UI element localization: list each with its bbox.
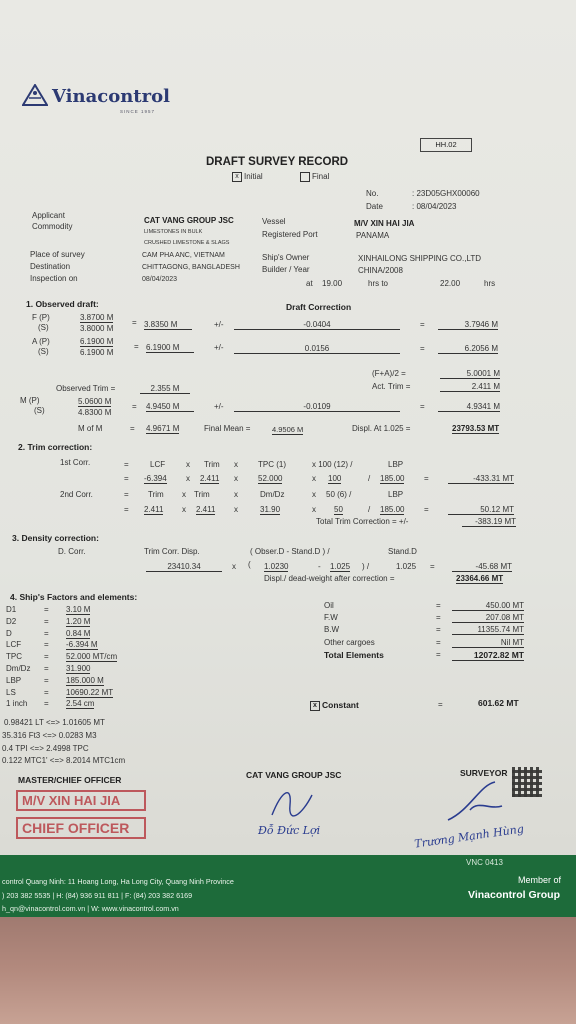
applicant-label: Applicant — [32, 211, 65, 220]
fs-value: 3.8000 M — [80, 324, 114, 333]
master-label: MASTER/CHIEF OFFICER — [18, 775, 122, 785]
trim-label: Trim — [148, 490, 164, 499]
times: x — [186, 474, 190, 483]
eq: = — [420, 344, 425, 353]
element-value: Nil MT — [452, 638, 524, 648]
conversion-line: 0.4 TPI <=> 2.4998 TPC — [2, 744, 89, 753]
times: x — [234, 474, 238, 483]
dcorr-label: D. Corr. — [58, 547, 86, 556]
eq: = — [420, 402, 425, 411]
eq: = — [430, 562, 435, 571]
trim-corr-disp-value: 23410.34 — [146, 562, 222, 572]
eq: = — [130, 424, 135, 433]
factor-label: LS — [6, 687, 16, 697]
eq: = — [44, 640, 49, 650]
eq: = — [44, 675, 49, 685]
factor-label: LCF — [6, 640, 22, 650]
hrs-to-label: hrs to — [368, 279, 389, 288]
element-value: 11355.74 MT — [452, 625, 524, 635]
factor-value: 0.84 M — [66, 628, 91, 638]
element-label: Total Elements — [324, 650, 384, 660]
paren: ) / — [362, 562, 370, 571]
mp-value: 5.0600 M — [78, 397, 112, 406]
element-label: Other cargoes — [324, 638, 375, 647]
to-value: 22.00 — [440, 279, 461, 288]
ap-label: A (P) — [32, 337, 50, 346]
element-value: 207.08 MT — [452, 613, 524, 623]
trim-value: 2.411 — [144, 505, 164, 514]
place-value: CAM PHA ANC, VIETNAM — [142, 252, 225, 259]
element-value: 450.00 MT — [452, 601, 524, 611]
factor-label: 1 inch — [6, 699, 28, 709]
inspection-value: 08/04/2023 — [142, 276, 178, 283]
trim-corr-disp-label: Trim Corr. Disp. — [144, 547, 200, 556]
constant-label: Constant — [322, 700, 359, 710]
eq: = — [44, 628, 49, 638]
owner-value: XINHAILONG SHIPPING CO.,LTD — [358, 254, 481, 263]
element-label: F.W — [324, 613, 338, 622]
m-mean: 4.9450 M — [146, 402, 194, 412]
first-corr-result: -433.31 MT — [448, 474, 514, 484]
footer-phone: ) 203 382 5535 | H: (84) 936 911 811 | F: (84) 203 382 6169 — [2, 891, 193, 900]
standard-density: 1.025 — [330, 562, 351, 571]
fp-value: 3.8700 M — [80, 313, 114, 322]
lbp-value: 185.00 — [380, 474, 405, 483]
form-code: HH.02 — [420, 138, 472, 152]
eq: = — [436, 601, 441, 610]
ms-value: 4.8300 M — [78, 408, 112, 417]
times: x — [232, 562, 236, 571]
eq: = — [420, 320, 425, 329]
at-label: at — [306, 279, 313, 288]
factor-value: 3.10 M — [66, 605, 91, 614]
footer-email: h_qn@vinacontrol.com.vn | W: www.vinacontrol.com.vn — [2, 904, 179, 913]
commodity-line-1: LIMESTONES IN BULK — [144, 229, 203, 235]
lcf-value: -6.394 — [144, 474, 167, 483]
company-signature-icon — [262, 785, 322, 821]
as-label: (S) — [38, 347, 49, 356]
surveyor-signature-icon — [440, 780, 510, 826]
conversion-line: 0.122 MTC1' <=> 8.2014 MTC1cm — [2, 756, 126, 765]
minus: - — [318, 562, 321, 571]
total-trim-label: Total Trim Correction = +/- — [316, 517, 409, 526]
factor-value: -6.394 M — [66, 640, 98, 650]
eq: = — [438, 700, 443, 709]
lbp-label: LBP — [388, 490, 404, 499]
as-value: 6.1900 M — [80, 348, 114, 357]
final-mean-label: Final Mean = — [204, 424, 251, 433]
factor-label: LBP — [6, 675, 22, 685]
after-correction-label: Displ./ dead-weight after correction = — [264, 574, 395, 583]
eq: = — [44, 616, 49, 626]
tpc-label: TPC (1) — [258, 460, 286, 469]
m-correction: -0.0109 — [234, 402, 400, 412]
divide: / — [368, 505, 371, 514]
m-result: 4.9341 M — [438, 402, 500, 412]
eq: = — [424, 505, 429, 514]
no-value: : 23D05GHX00060 — [412, 189, 480, 198]
element-label: Oil — [324, 601, 334, 610]
ms-label: (S) — [34, 406, 45, 415]
eq: = — [436, 613, 441, 622]
vnc-code: VNC 0413 — [466, 858, 503, 867]
displ-label: Displ. At 1.025 = — [352, 424, 411, 433]
times: x — [234, 505, 238, 514]
times: x — [312, 490, 316, 499]
factor-label: Dm/Dz — [6, 664, 31, 673]
fa2-label: (F+A)/2 = — [372, 369, 406, 378]
qr-code-icon — [512, 767, 542, 797]
factor-label: x 100 (12) / — [312, 460, 353, 469]
factor-value: 31.900 — [66, 664, 91, 673]
destination-label: Destination — [30, 262, 71, 271]
dmdz-value: 31.90 — [260, 505, 281, 514]
factor-value: 10690.22 MT — [66, 687, 114, 697]
trim-label: Trim — [194, 490, 210, 499]
divide: / — [368, 474, 371, 483]
times: x — [312, 474, 316, 483]
eq: = — [44, 605, 49, 614]
eq: = — [436, 638, 441, 647]
a-result: 6.2056 M — [438, 344, 498, 354]
factor-label: D1 — [6, 605, 17, 614]
factor-value: 52.000 MT/cm — [66, 652, 118, 662]
element-label: B.W — [324, 625, 340, 634]
registered-port-label: Registered Port — [262, 230, 318, 239]
density-heading: 3. Density correction: — [12, 533, 99, 543]
times: x — [182, 505, 186, 514]
inspection-label: Inspection on — [30, 274, 78, 283]
factor-value: 1.20 M — [66, 616, 91, 626]
date-label: Date — [366, 202, 383, 211]
trim-label: Trim — [204, 460, 220, 469]
f-correction: -0.0404 — [234, 320, 400, 330]
stand-label: Stand.D — [388, 547, 417, 556]
builder-value: CHINA/2008 — [358, 266, 403, 275]
background-surface — [0, 917, 576, 1024]
eq: = — [124, 460, 129, 469]
eq: = — [44, 699, 49, 709]
factor-label: D — [6, 628, 12, 638]
owner-label: Ship's Owner — [262, 253, 310, 262]
hrs-label: hrs — [484, 279, 496, 288]
commodity-line-2: CRUSHED LIMESTONE & SLAGS — [144, 240, 230, 246]
eq: = — [124, 490, 129, 499]
no-label: No. — [366, 189, 379, 198]
times: x — [186, 460, 190, 469]
displ-value: 23793.53 MT — [452, 424, 500, 433]
lbp-value: 185.00 — [380, 505, 405, 514]
standard-density-divisor: 1.025 — [396, 562, 417, 571]
builder-label: Builder / Year — [262, 265, 310, 274]
times: x — [182, 490, 186, 499]
element-value: 12072.82 MT — [452, 650, 524, 661]
times: x — [234, 460, 238, 469]
footer-member: Member of — [518, 875, 562, 885]
eq: = — [424, 474, 429, 483]
page-title: DRAFT SURVEY RECORD — [206, 156, 349, 168]
initial-option: x Initial — [232, 172, 263, 182]
observed-trim-label: Observed Trim = — [56, 384, 116, 393]
vinacontrol-logo-icon — [22, 84, 48, 106]
company-label: CAT VANG GROUP JSC — [246, 770, 342, 780]
surveyor-signer-name: Trương Mạnh Hùng — [413, 822, 525, 851]
place-label: Place of survey — [30, 250, 85, 259]
fa2-value: 5.0001 M — [440, 369, 500, 379]
ap-value: 6.1900 M — [80, 337, 114, 346]
after-correction-value: 23364.66 MT — [456, 574, 504, 583]
trim-value: 2.411 — [200, 474, 220, 483]
mom-label: M of M — [78, 424, 103, 433]
constant-row — [310, 700, 359, 711]
brand-name: Vinacontrol — [52, 86, 170, 107]
initial-checkbox: x — [232, 172, 242, 182]
mp-label: M (P) — [20, 396, 40, 405]
final-mean-value: 4.9506 M — [272, 425, 304, 434]
observed-density: 1.0230 — [264, 562, 289, 571]
obser-label: ( Obser.D - Stand.D ) / — [250, 547, 330, 556]
footer-group: Vinacontrol Group — [468, 889, 560, 901]
plus-minus: +/- — [214, 320, 224, 329]
company-signer-name: Đỗ Đức Lợi — [258, 824, 321, 837]
eq: = — [44, 652, 49, 662]
vessel-label: Vessel — [262, 217, 286, 226]
eq: = — [44, 687, 49, 697]
at-value: 19.00 — [322, 279, 343, 288]
trim-value: 2.411 — [196, 505, 216, 514]
eq: = — [132, 402, 137, 411]
eq: = — [44, 664, 49, 673]
observed-heading: 1. Observed draft: — [26, 299, 99, 309]
paren: ( — [248, 560, 251, 569]
draft-correction-heading: Draft Correction — [286, 302, 352, 312]
plus-minus: +/- — [214, 343, 224, 352]
conversion-line: 0.98421 LT <=> 1.01605 MT — [4, 718, 105, 727]
total-trim-value: -383.19 MT — [462, 517, 516, 527]
first-corr-label: 1st Corr. — [60, 458, 91, 467]
trim-heading: 2. Trim correction: — [18, 442, 93, 452]
plus-minus: +/- — [214, 402, 224, 411]
factor-value: 100 — [328, 474, 342, 483]
registered-port-value: PANAMA — [356, 231, 390, 240]
act-trim-value: 2.411 M — [440, 382, 500, 392]
factor-value: 2.54 cm — [66, 699, 95, 709]
fp-label: F (P) — [32, 313, 50, 322]
factors-heading: 4. Ship's Factors and elements: — [10, 592, 138, 602]
commodity-label: Commodity — [32, 222, 73, 231]
factor-label: 50 (6) / — [326, 490, 352, 499]
lbp-label: LBP — [388, 460, 404, 469]
factor-label: TPC — [6, 652, 22, 662]
eq: = — [132, 318, 137, 327]
f-result: 3.7946 M — [438, 320, 498, 330]
final-checkbox — [300, 172, 310, 182]
times: x — [312, 505, 316, 514]
brand-since: SINCE 1957 — [120, 109, 156, 114]
surveyor-label: SURVEYOR — [460, 768, 508, 778]
lcf-label: LCF — [150, 460, 166, 469]
vessel-value: M/V XIN HAI JIA — [354, 219, 415, 228]
conversion-line: 35.316 Ft3 <=> 0.0283 M3 — [2, 731, 97, 740]
fs-label: (S) — [38, 323, 49, 332]
tpc-value: 52.000 — [258, 474, 283, 483]
eq: = — [124, 505, 129, 514]
footer-address: control Quang Ninh: 11 Hoang Long, Ha Long City, Quang Ninh Province — [2, 877, 234, 886]
f-mean: 3.8350 M — [144, 320, 192, 330]
ship-stamp: M/V XIN HAI JIA CHIEF OFFICER — [16, 790, 146, 842]
dmdz-label: Dm/Dz — [260, 490, 285, 499]
density-result: -45.68 MT — [452, 562, 512, 572]
eq: = — [436, 625, 441, 634]
a-correction: 0.0156 — [234, 344, 400, 354]
a-mean: 6.1900 M — [146, 343, 194, 353]
eq: = — [124, 474, 129, 483]
mom-value: 4.9671 M — [146, 424, 180, 433]
constant-checkbox: x — [310, 701, 320, 711]
act-trim-label: Act. Trim = — [372, 382, 411, 391]
observed-trim-value: 2.355 M — [140, 384, 190, 394]
destination-value: CHITTAGONG, BANGLADESH — [142, 264, 240, 271]
applicant-value: CAT VANG GROUP JSC — [144, 216, 234, 225]
factor-value: 50 — [334, 505, 343, 514]
date-value: : 08/04/2023 — [412, 202, 457, 211]
constant-value: 601.62 MT — [478, 698, 519, 708]
eq: = — [134, 342, 139, 351]
final-option: Final — [300, 172, 329, 182]
factor-value: 185.000 M — [66, 675, 104, 685]
second-corr-result: 50.12 MT — [448, 505, 514, 515]
eq: = — [436, 650, 441, 659]
times: x — [234, 490, 238, 499]
second-corr-label: 2nd Corr. — [60, 490, 93, 499]
factor-label: D2 — [6, 616, 17, 626]
